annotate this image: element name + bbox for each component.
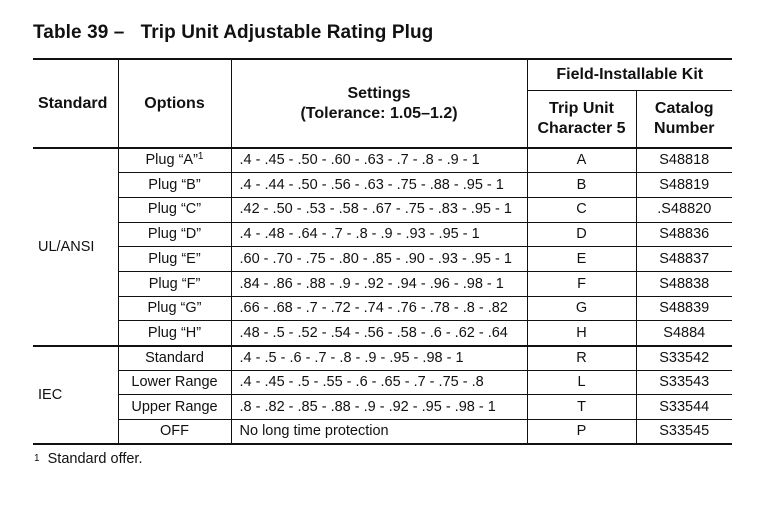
option-cell: Plug “H” — [118, 321, 231, 346]
settings-cell: .4 - .44 - .50 - .56 - .63 - .75 - .88 - .95 - 1 — [231, 173, 527, 198]
catalog-number-cell: S48838 — [636, 271, 732, 296]
settings-cell: .42 - .50 - .53 - .58 - .67 - .75 - .83 - .95 - 1 — [231, 197, 527, 222]
settings-cell: .4 - .5 - .6 - .7 - .8 - .9 - .95 - .98 - 1 — [231, 346, 527, 371]
catalog-number-cell: S33544 — [636, 395, 732, 420]
table-row — [33, 173, 732, 198]
settings-cell: No long time protection — [231, 420, 527, 445]
trip-unit-char-cell: G — [527, 296, 636, 321]
option-cell — [118, 148, 231, 173]
standard-iec: IEC — [33, 346, 118, 445]
settings-cell: .4 - .45 - .50 - .60 - .63 - .7 - .8 - .9 - 1 — [231, 148, 527, 173]
trip-unit-char-cell: C — [527, 197, 636, 222]
settings-cell: .8 - .82 - .85 - .88 - .9 - .92 - .95 - .98 - 1 — [231, 395, 527, 420]
table-row — [33, 370, 732, 395]
settings-cell: .66 - .68 - .7 - .72 - .74 - .76 - .78 - .8 - .82 — [231, 296, 527, 321]
catalog-number-cell: S4884 — [636, 321, 732, 346]
header-trip-unit-line1: Trip Unit — [549, 99, 614, 117]
table-row — [33, 247, 732, 272]
option-cell: Plug “C” — [118, 197, 231, 222]
option-cell: Plug “D” — [118, 222, 231, 247]
header-field-installable-kit: Field-Installable Kit — [527, 59, 732, 90]
settings-cell: .4 - .45 - .5 - .55 - .6 - .65 - .7 - .75 - .8 — [231, 370, 527, 395]
header-standard: Standard — [33, 59, 118, 148]
option-cell: Plug “G” — [118, 296, 231, 321]
standard-ul-ansi: UL/ANSI — [33, 148, 118, 346]
table-row — [33, 197, 732, 222]
trip-unit-char-cell: H — [527, 321, 636, 346]
option-cell: Upper Range — [118, 395, 231, 420]
header-options: Options — [118, 59, 231, 148]
header-catalog-number — [636, 90, 732, 148]
catalog-number-cell: S48836 — [636, 222, 732, 247]
header-trip-unit — [527, 90, 636, 148]
trip-unit-char-cell: L — [527, 370, 636, 395]
trip-unit-char-cell: P — [527, 420, 636, 445]
option-cell: OFF — [118, 420, 231, 445]
trip-unit-char-cell: B — [527, 173, 636, 198]
settings-cell: .48 - .5 - .52 - .54 - .56 - .58 - .6 - .62 - .64 — [231, 321, 527, 346]
footnote-text: Standard offer. — [47, 451, 143, 467]
catalog-number-cell: S33542 — [636, 346, 732, 371]
footnote-marker: 1 — [34, 453, 40, 464]
option-label: Plug “A” — [145, 152, 198, 169]
header-trip-unit-line2: Character 5 — [537, 119, 626, 137]
table-row — [33, 420, 732, 445]
option-cell: Standard — [118, 346, 231, 371]
catalog-number-cell: S33545 — [636, 420, 732, 445]
trip-unit-char-cell: A — [527, 148, 636, 173]
trip-unit-char-cell: E — [527, 247, 636, 272]
table-title: Table 39 – Trip Unit Adjustable Rating Plug — [33, 22, 434, 43]
table-row — [33, 148, 732, 173]
header-settings-line2: (Tolerance: 1.05–1.2) — [300, 104, 458, 122]
settings-cell: .4 - .48 - .64 - .7 - .8 - .9 - .93 - .95 - 1 — [231, 222, 527, 247]
header-settings-line1: Settings — [347, 84, 411, 102]
table-row — [33, 296, 732, 321]
catalog-number-cell: S33543 — [636, 370, 732, 395]
catalog-number-cell: S48819 — [636, 173, 732, 198]
table-row — [33, 321, 732, 346]
catalog-number-cell: .S48820 — [636, 197, 732, 222]
header-catalog-line2: Number — [654, 119, 715, 137]
catalog-number-cell: S48839 — [636, 296, 732, 321]
option-cell: Lower Range — [118, 370, 231, 395]
footnote-ref: 1 — [197, 151, 204, 163]
catalog-number-cell: S48837 — [636, 247, 732, 272]
option-cell: Plug “B” — [118, 173, 231, 198]
option-cell: Plug “E” — [118, 247, 231, 272]
rating-plug-table — [33, 58, 732, 445]
settings-cell: .60 - .70 - .75 - .80 - .85 - .90 - .93 - .95 - 1 — [231, 247, 527, 272]
trip-unit-char-cell: F — [527, 271, 636, 296]
table-row — [33, 222, 732, 247]
trip-unit-char-cell: R — [527, 346, 636, 371]
option-cell: Plug “F” — [118, 271, 231, 296]
trip-unit-char-cell: D — [527, 222, 636, 247]
header-catalog-line1: Catalog — [654, 99, 714, 117]
settings-cell: .84 - .86 - .88 - .9 - .92 - .94 - .96 - .98 - 1 — [231, 271, 527, 296]
footnote — [34, 451, 142, 467]
catalog-number-cell: S48818 — [636, 148, 732, 173]
table-row — [33, 346, 732, 371]
trip-unit-char-cell: T — [527, 395, 636, 420]
table-row — [33, 395, 732, 420]
table-row — [33, 271, 732, 296]
header-settings — [231, 59, 527, 148]
